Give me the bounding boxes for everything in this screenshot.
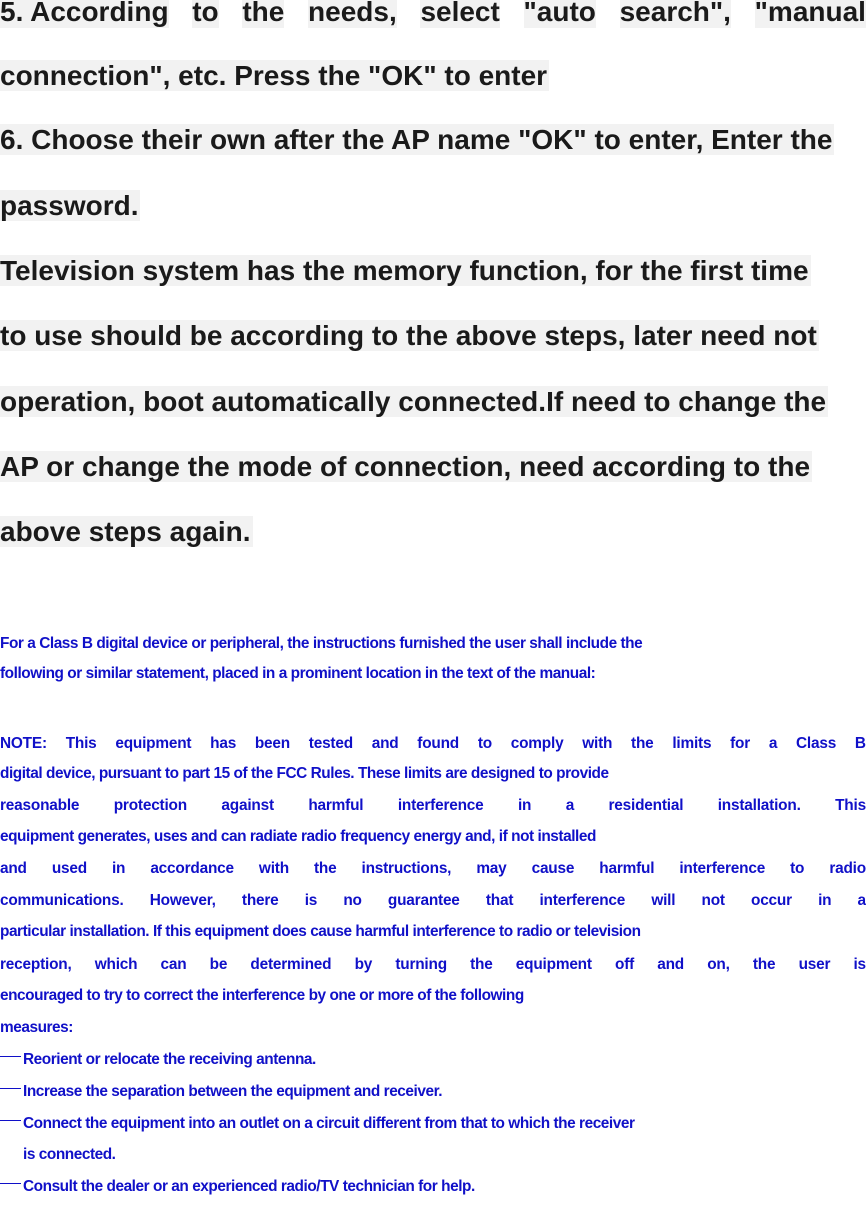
fcc-note-line8-word: by bbox=[354, 956, 373, 973]
step5-line2 bbox=[0, 60, 866, 92]
memory-line4 bbox=[0, 451, 866, 483]
fcc-intro-line1: For a Class B digital device or peripheral, the instructions furnished the user shall include the bbox=[0, 635, 643, 652]
step5-line1-word: the bbox=[242, 0, 284, 28]
fcc-note-line8-word: turning bbox=[395, 956, 447, 973]
fcc-note-line8-word: the bbox=[752, 956, 776, 973]
fcc-note-line1-word: to bbox=[477, 735, 492, 752]
fcc-note-line3-word: harmful bbox=[308, 797, 364, 814]
step5-line1-word: search", bbox=[620, 0, 731, 28]
memory-line5 bbox=[0, 516, 866, 548]
fcc-measure-1-text: Reorient or relocate the receiving antenna. bbox=[23, 1051, 316, 1068]
dash-bullet bbox=[0, 1183, 21, 1185]
fcc-measure-3-cont-text: is connected. bbox=[23, 1146, 116, 1163]
fcc-note-line1-word: NOTE: bbox=[0, 735, 47, 752]
fcc-note-line5-word: with bbox=[258, 860, 289, 877]
memory-line1 bbox=[0, 255, 866, 287]
memory-line5-text: above steps again. bbox=[0, 516, 251, 547]
fcc-measure-3-text: Connect the equipment into an outlet on a circuit different from that to which the receiver bbox=[23, 1115, 635, 1132]
fcc-note-line6-word: a bbox=[857, 892, 866, 909]
fcc-intro-line2: following or similar statement, placed in a prominent location in the text of the manual: bbox=[0, 665, 596, 682]
fcc-note-line6-word: is bbox=[304, 892, 318, 909]
step6-line1-text: 6. Choose their own after the AP name "OK" to enter, Enter the bbox=[0, 124, 833, 155]
memory-line3 bbox=[0, 386, 866, 418]
fcc-note-line8-word: can bbox=[160, 956, 187, 973]
fcc-note-line8-word: user bbox=[798, 956, 831, 973]
step6-line1 bbox=[0, 124, 866, 156]
fcc-note-line5-word: used bbox=[51, 860, 87, 877]
fcc-measure-4-text: Consult the dealer or an experienced radio/TV technician for help. bbox=[23, 1178, 475, 1195]
fcc-note-line6-word: there bbox=[241, 892, 279, 909]
fcc-note-line3-word: This bbox=[835, 797, 866, 814]
fcc-note-line6-word: not bbox=[701, 892, 725, 909]
step5-line1-word: needs, bbox=[308, 0, 397, 28]
fcc-note-line6-word: that bbox=[485, 892, 514, 909]
fcc-note-line6-word: occur bbox=[751, 892, 792, 909]
memory-line2-text: to use should be according to the above steps, later need not bbox=[0, 320, 817, 351]
step5-line1 bbox=[0, 0, 866, 28]
fcc-note-line3-word: installation. bbox=[717, 797, 801, 814]
fcc-note-line1-word: found bbox=[417, 735, 460, 752]
fcc-note-line1-word: with bbox=[582, 735, 613, 752]
fcc-note-line8-word: and bbox=[657, 956, 685, 973]
fcc-note-line1-word: Class bbox=[796, 735, 837, 752]
fcc-note-line8 bbox=[0, 954, 866, 976]
step5-line1-word: "auto bbox=[524, 0, 596, 28]
fcc-note-line1-word: equipment bbox=[115, 735, 192, 752]
fcc-note-line1-word: and bbox=[371, 735, 399, 752]
fcc-note-line5-word: may bbox=[476, 860, 507, 877]
fcc-note-line10: measures: bbox=[0, 1019, 73, 1036]
fcc-measure-3 bbox=[0, 1113, 866, 1135]
fcc-note-line6-word: communications. bbox=[0, 892, 124, 909]
fcc-note-line6-word: interference bbox=[539, 892, 626, 909]
step6-line2 bbox=[0, 190, 866, 222]
fcc-measure-2-text: Increase the separation between the equipment and receiver. bbox=[23, 1083, 443, 1100]
fcc-note-line8-word: equipment bbox=[515, 956, 592, 973]
fcc-note-line7: particular installation. If this equipment does cause harmful interference to radio or television bbox=[0, 923, 641, 940]
fcc-note-line1-word: tested bbox=[308, 735, 353, 752]
memory-line1-text: Television system has the memory function, for the first time bbox=[0, 255, 809, 286]
fcc-note-line3-word: a bbox=[565, 797, 575, 814]
fcc-note-line3-word: residential bbox=[608, 797, 684, 814]
fcc-note-line3-word: reasonable bbox=[0, 797, 80, 814]
fcc-note-line8-word: is bbox=[853, 956, 866, 973]
fcc-note-line1-word: comply bbox=[510, 735, 564, 752]
fcc-note-line5-word: the bbox=[313, 860, 337, 877]
fcc-measure-3-cont bbox=[23, 1144, 866, 1166]
fcc-note-line1-word: been bbox=[254, 735, 290, 752]
fcc-note-line8-word: reception, bbox=[0, 956, 72, 973]
fcc-note-line8-word: which bbox=[94, 956, 138, 973]
fcc-note-line5-word: interference bbox=[679, 860, 766, 877]
dash-bullet bbox=[0, 1056, 21, 1058]
fcc-note-line8-word: off bbox=[615, 956, 635, 973]
memory-line2 bbox=[0, 320, 866, 352]
step5-line1-word: to bbox=[192, 0, 218, 28]
fcc-note-line8-word: the bbox=[470, 956, 493, 973]
fcc-note-line2: digital device, pursuant to part 15 of the FCC Rules. These limits are designed to provide bbox=[0, 765, 609, 782]
fcc-note-line6-word: guarantee bbox=[387, 892, 460, 909]
fcc-measure-4 bbox=[0, 1176, 866, 1198]
fcc-note-line1 bbox=[0, 733, 866, 755]
fcc-note-line5 bbox=[0, 858, 866, 880]
dash-bullet bbox=[0, 1120, 21, 1122]
fcc-note-line5-word: cause bbox=[531, 860, 575, 877]
fcc-measure-1 bbox=[0, 1049, 866, 1071]
fcc-note-line1-word: limits bbox=[672, 735, 712, 752]
fcc-note-line3-word: against bbox=[221, 797, 274, 814]
fcc-note-line3-word: protection bbox=[113, 797, 187, 814]
fcc-note-line5-word: harmful bbox=[599, 860, 655, 877]
fcc-note-line8-word: on, bbox=[707, 956, 730, 973]
step5-line1-word: select bbox=[420, 0, 499, 28]
step6-line2-text: password. bbox=[0, 190, 139, 221]
memory-line3-text: operation, boot automatically connected.If need to change the bbox=[0, 386, 827, 417]
fcc-note-line1-word: has bbox=[210, 735, 237, 752]
step5-line1-word: "manual bbox=[755, 0, 866, 28]
fcc-note-line1-word: a bbox=[768, 735, 778, 752]
fcc-note-line8-word: be bbox=[209, 956, 228, 973]
fcc-note-line9: encouraged to try to correct the interference by one or more of the following bbox=[0, 987, 524, 1004]
step5-line2-text: connection", etc. Press the "OK" to enter bbox=[0, 60, 548, 91]
fcc-note-line5-word: to bbox=[790, 860, 805, 877]
fcc-note-line3-word: interference bbox=[397, 797, 484, 814]
fcc-note-line1-word: This bbox=[65, 735, 97, 752]
fcc-note-line3 bbox=[0, 795, 866, 817]
fcc-note-line6-word: no bbox=[343, 892, 362, 909]
fcc-note-line4: equipment generates, uses and can radiate radio frequency energy and, if not installed bbox=[0, 828, 596, 845]
fcc-measure-2 bbox=[0, 1081, 866, 1103]
fcc-note-line5-word: instructions, bbox=[361, 860, 452, 877]
fcc-note-line1-word: B bbox=[854, 735, 866, 752]
fcc-note-line6-word: in bbox=[818, 892, 832, 909]
fcc-note-line3-word: in bbox=[517, 797, 532, 814]
fcc-note-line6-word: However, bbox=[149, 892, 216, 909]
fcc-note-line5-word: in bbox=[111, 860, 126, 877]
fcc-note-line6-word: will bbox=[651, 892, 676, 909]
fcc-note-line5-word: accordance bbox=[150, 860, 234, 877]
memory-line4-text: AP or change the mode of connection, need according to the bbox=[0, 451, 811, 482]
fcc-note-line5-word: radio bbox=[829, 860, 866, 877]
fcc-note-line8-word: determined bbox=[250, 956, 332, 973]
dash-bullet bbox=[0, 1088, 21, 1090]
fcc-note-line1-word: for bbox=[730, 735, 751, 752]
step5-line1-word: 5. According bbox=[0, 0, 169, 28]
fcc-note-line1-word: the bbox=[631, 735, 654, 752]
fcc-note-line5-word: and bbox=[0, 860, 27, 877]
fcc-note-line6 bbox=[0, 890, 866, 912]
